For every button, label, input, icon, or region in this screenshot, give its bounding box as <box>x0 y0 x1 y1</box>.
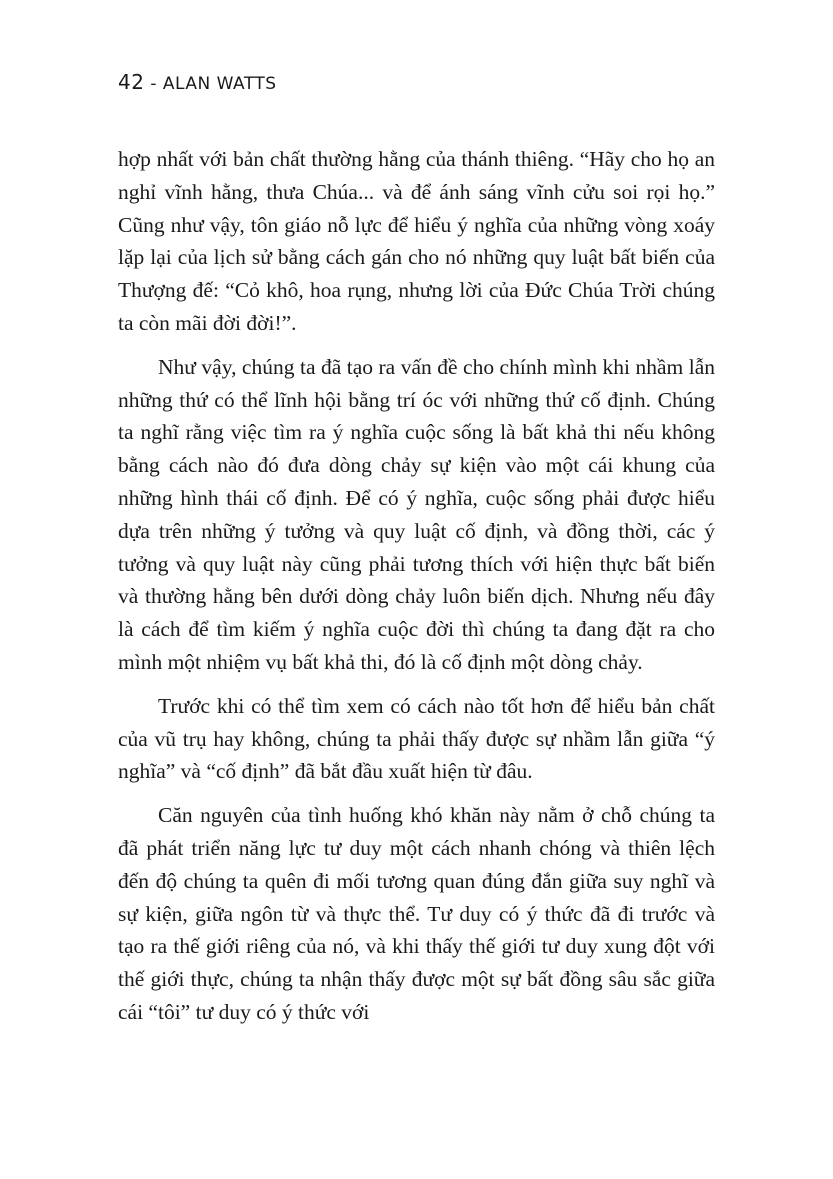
header-separator: - <box>150 74 157 94</box>
paragraph: Căn nguyên của tình huống khó khăn này nằm ở chỗ chúng ta đã phát triển năng lực tư duy một cách nhanh chóng và thiên lệch đến độ chúng ta quên đi mối tương quan đúng đắn giữa suy nghĩ và sự kiện, giữa ngôn từ và thực thể. Tư duy có ý thức đã đi trước và tạo ra thế giới riêng của nó, và khi thấy thế giới tư duy xung đột với thế giới thực, chúng ta nhận thấy được một sự bất đồng sâu sắc giữa cái “tôi” tư duy có ý thức với <box>118 803 715 1024</box>
paragraph-continuation: hợp nhất với bản chất thường hằng của thánh thiêng. “Hãy cho họ an nghỉ vĩnh hằng, thưa Chúa... và để ánh sáng vĩnh cửu soi rọi họ.” Cũng như vậy, tôn giáo nỗ lực để hiểu ý nghĩa của những vòng xoáy lặp lại của lịch sử bằng cách gán cho nó những quy luật bất biến của Thượng đế: “Cỏ khô, hoa rụng, nhưng lời của Đức Chúa Trời chúng ta còn mãi đời đời!”. <box>118 147 715 335</box>
paragraph: Như vậy, chúng ta đã tạo ra vấn đề cho chính mình khi nhầm lẫn những thứ có thể lĩnh hội bằng trí óc với những thứ cố định. Chúng ta nghĩ rằng việc tìm ra ý nghĩa cuộc sống là bất khả thi nếu không bằng cách nào đó đưa dòng chảy sự kiện vào một cái khung của những hình thái cố định. Để có ý nghĩa, cuộc sống phải được hiểu dựa trên những ý tưởng và quy luật cố định, và đồng thời, các ý tưởng và quy luật này cũng phải tương thích với hiện thực bất biến và thường hằng bên dưới dòng chảy luôn biến dịch. Nhưng nếu đây là cách để tìm kiếm ý nghĩa cuộc đời thì chúng ta đang đặt ra cho mình một nhiệm vụ bất khả thi, đó là cố định một dòng chảy. <box>118 354 715 674</box>
page-number: 42 <box>118 70 145 94</box>
running-header <box>118 70 277 94</box>
body-text <box>118 143 715 1040</box>
paragraph: Trước khi có thể tìm xem có cách nào tốt hơn để hiểu bản chất của vũ trụ hay không, chúng ta phải thấy được sự nhầm lẫn giữa “ý nghĩa” và “cố định” đã bắt đầu xuất hiện từ đâu. <box>118 693 715 784</box>
author-name: ALAN WATTS <box>162 74 277 94</box>
